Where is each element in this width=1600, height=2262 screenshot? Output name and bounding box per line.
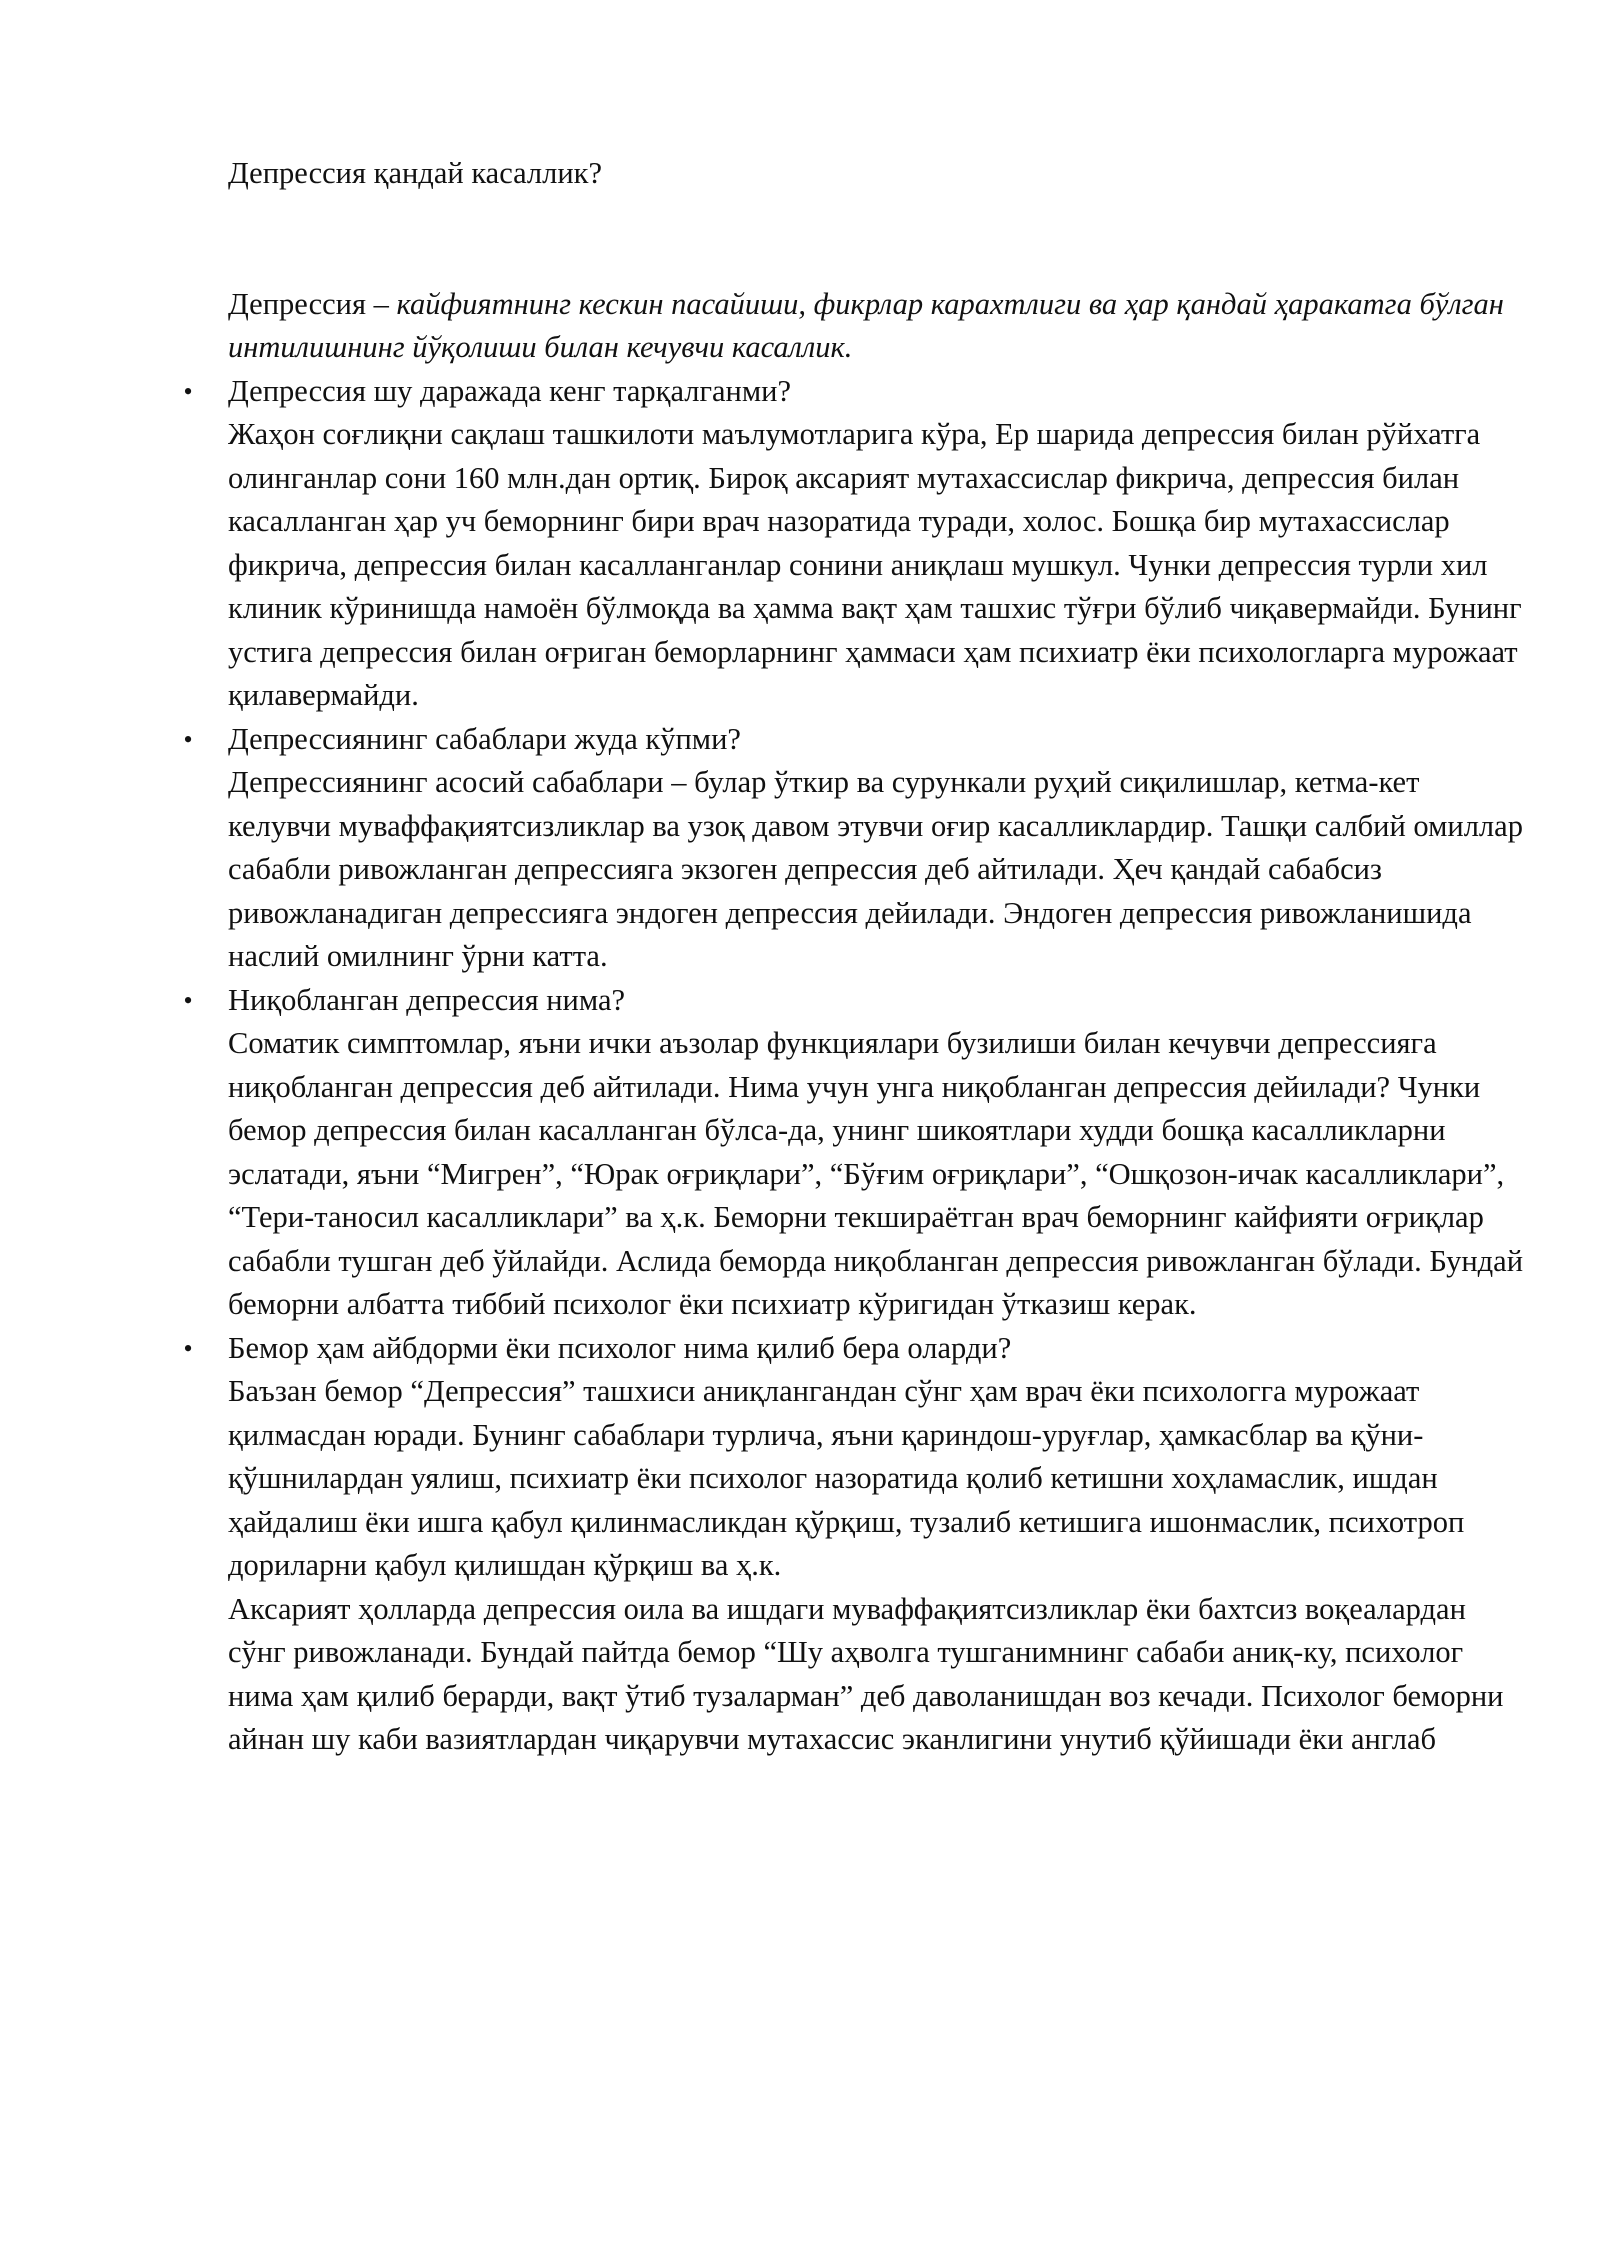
bullet-icon: • [183, 724, 193, 754]
text-column [183, 152, 1528, 1762]
bullet-icon: • [183, 985, 193, 1015]
definition-paragraph [228, 283, 1528, 370]
faq-question: Депрессиянинг сабаблари жуда кўпми? [228, 721, 741, 756]
bullet-icon: • [183, 376, 193, 406]
definition-term: Депрессия – [228, 286, 397, 321]
faq-answer: Соматик симптомлар, яъни ички аъзолар функциялари бузилиши билан кечувчи депрессияга ниқобланган депрессия деб айтилади. Нима учун унга ниқобланган депрессия дейилади? Чунки бемор депрессия билан касалланган бўлса-да, унинг шикоятлари худди бошқа касалликларни эслатади, яъни “Мигрен”, “Юрак оғриқлари”, “Бўғим оғриқлари”, “Ошқозон-ичак касалликлари”, “Тери-таносил касалликлари” ва ҳ.к. Беморни текшираётган врач беморнинг кайфияти оғриқлар сабабли тушган деб ўйлайди. Аслида беморда ниқобланган депрессия ривожланган бўлади. Бундай беморни албатта тиббий психолог ёки психиатр кўригидан ўтказиш керак. [228, 1026, 1524, 1321]
faq-item-causes [183, 718, 1528, 979]
faq-question: Депрессия шу даражада кенг тарқалганми? [228, 373, 792, 408]
faq-list [183, 370, 1528, 1762]
document-title: Депрессия қандай касаллик? [228, 156, 603, 190]
faq-answer: Жаҳон соғлиқни сақлаш ташкилоти маълумотларига кўра, Ер шарида депрессия билан рўйхатга олинганлар сони 160 млн.дан ортиқ. Бироқ аксарият мутахассислар фикрича, депрессия билан касалланган ҳар уч беморнинг бири врач назоратида туради, холос. Бошқа бир мутахассислар фикрича, депрессия билан касалланганлар сонини аниқлаш мушкул. Чунки депрессия турли хил клиник кўринишда намоён бўлмоқда ва ҳамма вақт ҳам ташхис тўғри бўлиб чиқавермайди. Бунинг устига депрессия билан оғриган беморларнинг ҳаммаси ҳам психиатр ёки психологларга мурожаат қилавермайди. [228, 417, 1522, 712]
definition-text: кайфиятнинг кескин пасайиши, фикрлар карахтлиги ва ҳар қандай ҳаракатга бўлган интилишнинг йўқолиши билан кечувчи касаллик. [228, 286, 1504, 364]
faq-answer: Депрессиянинг асосий сабаблари – булар ўткир ва сурункали руҳий сиқилишлар, кетма-кет келувчи муваффақиятсизликлар ва узоқ давом этувчи оғир касалликлардир. Ташқи салбий омиллар сабабли ривожланган депрессияга экзоген депрессия деб айтилади. Ҳеч қандай сабабсиз ривожланадиган депрессияга эндоген депрессия дейилади. Эндоген депрессия ривожланишида наслий омилнинг ўрни катта. [228, 765, 1523, 973]
faq-answer: Аксарият ҳолларда депрессия оила ва ишдаги муваффақиятсизликлар ёки бахтсиз воқеалардан сўнг ривожланади. Бундай пайтда бемор “Шу аҳволга тушганимнинг сабаби аниқ-ку, психолог нима ҳам қилиб берарди, вақт ўтиб тузаларман” деб даволанишдан воз кечади. Психолог беморни айнан шу каби вазиятлардан чиқарувчи мутахассис эканлигини унутиб қўйишади ёки англаб [228, 1591, 1504, 1756]
faq-item-spread [183, 370, 1528, 718]
faq-item-psychologist [183, 1327, 1528, 1762]
faq-item-masked [183, 979, 1528, 1327]
faq-question: Бемор ҳам айбдорми ёки психолог нима қилиб бера оларди? [228, 1330, 1012, 1365]
faq-question: Ниқобланган депрессия нима? [228, 982, 626, 1017]
bullet-icon: • [183, 1333, 193, 1363]
faq-answer: Баъзан бемор “Депрессия” ташхиси аниқлангандан сўнг ҳам врач ёки психологга мурожаат қилмасдан юради. Бунинг сабаблари турлича, яъни қариндош-уруғлар, ҳамкасблар ва қўни-қўшнилардан уялиш, психиатр ёки психолог назоратида қолиб кетишни хоҳламаслик, ишдан ҳайдалиш ёки ишга қабул қилинмасликдан қўрқиш, тузалиб кетишига ишонмаслик, психотроп дориларни қабул қилишдан қўрқиш ва ҳ.к. [228, 1374, 1465, 1582]
